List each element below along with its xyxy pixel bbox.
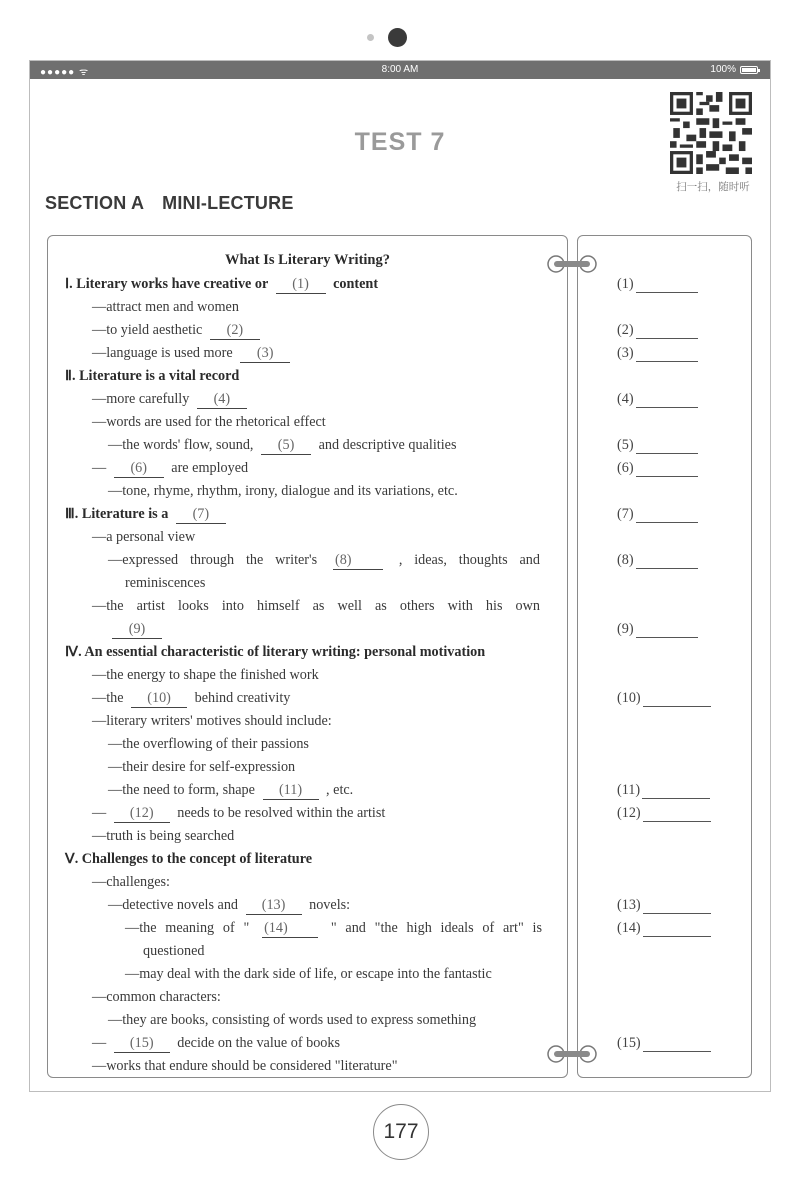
answer-slot[interactable] (617, 896, 711, 914)
fill-in-blank[interactable]: (6) (114, 459, 164, 478)
outline-text: —the energy to shape the finished work (92, 667, 319, 683)
answer-line[interactable] (643, 808, 711, 822)
answer-number: (13) (617, 897, 641, 913)
answer-slot[interactable] (617, 321, 698, 339)
answer-slot[interactable] (617, 551, 698, 569)
answer-number: (4) (617, 391, 634, 407)
outline-text: , ideas, thoughts and (386, 552, 540, 568)
fill-in-blank[interactable]: (1) (276, 275, 326, 294)
answer-line[interactable] (636, 509, 698, 523)
answer-slot[interactable] (617, 1034, 711, 1052)
answer-line[interactable] (643, 693, 711, 707)
signal-indicator: ●●●●● ᯤ (40, 67, 90, 78)
status-time: 8:00 AM (381, 64, 419, 75)
outline-text: and descriptive qualities (315, 437, 457, 453)
outline-text: , etc. (322, 782, 354, 798)
outline-text: —truth is being searched (92, 828, 235, 844)
answer-slot[interactable] (617, 804, 711, 822)
answer-number: (10) (617, 690, 641, 706)
outline-text: Ⅲ. Literature is a (65, 506, 172, 522)
outline-text: —common characters: (92, 989, 221, 1005)
answer-line[interactable] (636, 463, 698, 477)
outline-text: —their desire for self-expression (108, 759, 296, 775)
answer-number: (11) (617, 782, 641, 798)
answer-line[interactable] (636, 555, 698, 569)
outline-text: —the words' flow, sound, (108, 437, 258, 453)
outline-text: are employed (167, 460, 249, 476)
outline-text: —attract men and women (92, 299, 239, 315)
outline-text: —they are books, consisting of words used to express something (108, 1012, 477, 1028)
fill-in-blank[interactable]: (13) (246, 896, 302, 915)
outline-text: —expressed through the writer's (108, 552, 329, 568)
outline-text: needs to be resolved within the artist (173, 805, 386, 821)
answer-line[interactable] (636, 348, 698, 362)
outline-text: —the need to form, shape (108, 782, 259, 798)
outline-text: Ⅱ. Literature is a vital record (65, 368, 240, 384)
answer-number: (2) (617, 322, 634, 338)
battery-percent: 100% (710, 64, 736, 75)
outline-text: —works that endure should be considered "literature" (92, 1058, 398, 1074)
outline-text: —the (92, 690, 128, 706)
answer-slot[interactable] (617, 505, 698, 523)
answer-slot[interactable] (617, 620, 698, 638)
fill-in-blank[interactable]: (3) (240, 344, 290, 363)
outline-text: decide on the value of books (173, 1035, 340, 1051)
outline-text: questioned (143, 943, 205, 959)
outline-text: Ⅳ. An essential characteristic of literary writing: personal motivation (65, 644, 486, 660)
outline-text: —language is used more (92, 345, 237, 361)
fill-in-blank[interactable]: (8) (333, 551, 383, 570)
answer-slot[interactable] (617, 275, 698, 293)
answer-number: (9) (617, 621, 634, 637)
answer-line[interactable] (636, 279, 698, 293)
outline-text: " and "the high ideals of art" is (322, 920, 542, 936)
answer-number: (3) (617, 345, 634, 361)
fill-in-blank[interactable]: (2) (210, 321, 260, 340)
answer-slot[interactable] (617, 919, 711, 937)
fill-in-blank[interactable]: (12) (114, 804, 170, 823)
fill-in-blank[interactable]: (15) (114, 1034, 170, 1053)
answer-line[interactable] (636, 624, 698, 638)
outline-text: —the artist looks into himself as well as others with his own (92, 598, 540, 614)
answer-line[interactable] (636, 440, 698, 454)
fill-in-blank[interactable]: (10) (131, 689, 187, 708)
outline-text: —to yield aesthetic (92, 322, 206, 338)
outline-text: —challenges: (92, 874, 171, 890)
answer-line[interactable] (643, 1038, 711, 1052)
answer-number: (8) (617, 552, 634, 568)
answer-number: (5) (617, 437, 634, 453)
outline-text: —detective novels and (108, 897, 242, 913)
outline-text: —the meaning of " (125, 920, 259, 936)
answer-slot[interactable] (617, 390, 698, 408)
answer-line[interactable] (643, 900, 711, 914)
answer-line[interactable] (643, 923, 711, 937)
outline-text: — (92, 805, 110, 821)
answer-slot[interactable] (617, 689, 711, 707)
outline-text: content (329, 276, 379, 292)
outline-text: —the overflowing of their passions (108, 736, 309, 752)
answer-line[interactable] (636, 394, 698, 408)
answer-number: (6) (617, 460, 634, 476)
answer-number: (15) (617, 1035, 641, 1051)
outline-text: —literary writers' motives should include: (92, 713, 332, 729)
outline-text: —tone, rhyme, rhythm, irony, dialogue and its variations, etc. (108, 483, 458, 499)
section-label: SECTION A (45, 193, 145, 213)
outline-text: novels: (305, 897, 351, 913)
fill-in-blank[interactable]: (4) (197, 390, 247, 409)
outline-text: reminiscences (125, 575, 206, 591)
outline-text: behind creativity (191, 690, 291, 706)
answer-slot[interactable] (617, 344, 698, 362)
outline-text: — (92, 1035, 110, 1051)
fill-in-blank[interactable]: (7) (176, 505, 226, 524)
answer-line[interactable] (636, 325, 698, 339)
outline-text: Ⅴ. Challenges to the concept of literature (65, 851, 313, 867)
fill-in-blank[interactable]: (9) (112, 620, 162, 639)
test-title: TEST 7 (354, 128, 446, 156)
outline-text: Ⅰ. Literary works have creative or (65, 276, 272, 292)
outline-text: —more carefully (92, 391, 193, 407)
answer-slot[interactable] (617, 781, 710, 799)
answer-number: (14) (617, 920, 641, 936)
answer-number: (1) (617, 276, 634, 292)
outline-text: —a personal view (92, 529, 196, 545)
outline-text: —may deal with the dark side of life, or escape into the fantastic (125, 966, 492, 982)
fill-in-blank[interactable]: (11) (263, 781, 319, 800)
answer-number: (12) (617, 805, 641, 821)
qr-caption: 扫一扫，随时听 (676, 181, 750, 193)
fill-in-blank[interactable]: (14) (262, 919, 318, 938)
page-number: 177 (373, 1104, 429, 1160)
answer-line[interactable] (642, 785, 710, 799)
lecture-heading: What Is Literary Writing? (224, 252, 390, 268)
outline-text: —words are used for the rhetorical effect (92, 414, 326, 430)
fill-in-blank[interactable]: (5) (261, 436, 311, 455)
outline-text: — (92, 460, 110, 476)
answer-slot[interactable] (617, 436, 698, 454)
answer-slot[interactable] (617, 459, 698, 477)
section-name: MINI-LECTURE (162, 193, 294, 213)
answer-number: (7) (617, 506, 634, 522)
